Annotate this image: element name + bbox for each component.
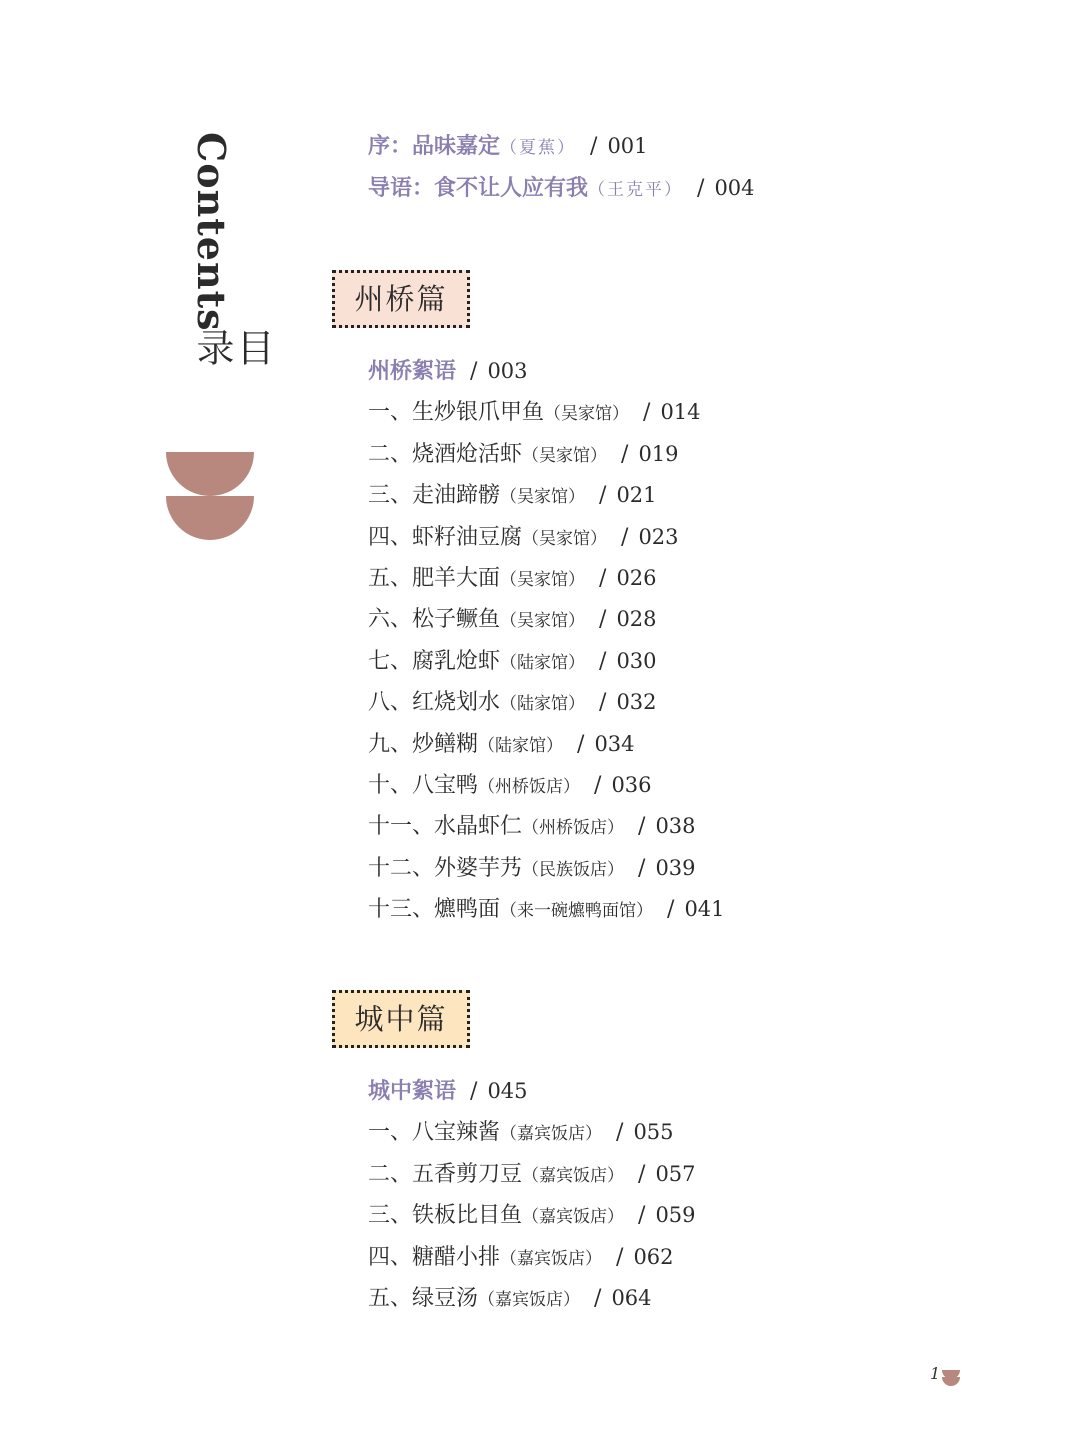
entry-separator: / [667, 897, 675, 922]
entry-separator: / [599, 649, 607, 674]
toc-entry[interactable] [368, 643, 657, 679]
entry-separator: / [590, 134, 598, 159]
entry-title: 城中絮语 [368, 1078, 457, 1104]
entry-page: 021 [616, 483, 657, 507]
contents-heading-zh: 目录 [190, 328, 274, 366]
entry-separator: / [638, 814, 646, 839]
entry-title: 十二、外婆芋艿 [368, 856, 523, 881]
entry-page: 032 [616, 690, 657, 714]
toc-entry[interactable] [368, 1239, 674, 1275]
entry-page: 062 [633, 1245, 674, 1269]
entry-separator: / [638, 1162, 646, 1187]
bowl-mini-icon [942, 1368, 960, 1386]
toc-entry[interactable] [368, 601, 657, 637]
entry-page: 004 [714, 176, 755, 200]
entry-title: 八、红烧划水 [368, 690, 501, 715]
entry-restaurant: （嘉宾饭店） [522, 1207, 625, 1227]
toc-entry[interactable] [368, 891, 725, 927]
toc-entry[interactable] [368, 684, 657, 720]
entry-page: 023 [638, 525, 679, 549]
entry-page: 034 [594, 732, 635, 756]
toc-entry[interactable] [368, 726, 635, 762]
entry-title: 州桥絮语 [368, 358, 457, 384]
entry-restaurant: （州桥饭店） [522, 818, 625, 838]
entry-title: 三、走油蹄髈 [368, 483, 501, 508]
entry-restaurant: （陆家馆） [500, 653, 586, 673]
intro-entry[interactable] [368, 170, 755, 206]
entry-page: 057 [655, 1162, 696, 1186]
entry-page: 064 [611, 1286, 652, 1310]
entry-title: 二、五香剪刀豆 [368, 1162, 523, 1187]
page-number: 1 [930, 1364, 941, 1383]
entry-page: 036 [611, 773, 652, 797]
entry-page: 001 [607, 134, 648, 158]
entry-title: 一、生炒银爪甲鱼 [368, 400, 545, 425]
toc-entry[interactable] [368, 519, 679, 555]
entry-page: 038 [655, 814, 696, 838]
entry-separator: / [638, 856, 646, 881]
entry-page: 030 [616, 649, 657, 673]
entry-title: 十三、爊鸭面 [368, 897, 501, 922]
entry-title: 七、腐乳炝虾 [368, 649, 501, 674]
entry-page: 026 [616, 566, 657, 590]
entry-title: 二、烧酒炝活虾 [368, 442, 523, 467]
entry-title: 四、虾籽油豆腐 [368, 525, 523, 550]
intro-entry[interactable] [368, 128, 648, 164]
entry-separator: / [697, 176, 705, 201]
entry-separator: / [621, 442, 629, 467]
entry-title: 六、松子鳜鱼 [368, 607, 501, 632]
toc-entry[interactable] [368, 1197, 696, 1233]
toc-entry[interactable] [368, 808, 696, 844]
entry-restaurant: （陆家馆） [500, 694, 586, 714]
toc-entry[interactable] [368, 767, 652, 803]
entry-title: 一、八宝辣酱 [368, 1120, 501, 1145]
entry-page: 014 [660, 400, 701, 424]
entry-restaurant: （吴家馆） [522, 446, 608, 466]
entry-separator: / [599, 690, 607, 715]
entry-separator: / [470, 359, 478, 384]
entry-separator: / [599, 607, 607, 632]
entry-author: （王克平） [588, 180, 684, 200]
entry-restaurant: （吴家馆） [544, 404, 630, 424]
entry-restaurant: （吴家馆） [500, 611, 586, 631]
section-label-zhouqiao: 州桥篇 [332, 270, 470, 328]
entry-title: 五、绿豆汤 [368, 1286, 479, 1311]
entry-restaurant: （陆家馆） [478, 736, 564, 756]
section-label-chengzhong: 城中篇 [332, 990, 470, 1048]
entry-page: 055 [633, 1120, 674, 1144]
entry-separator: / [621, 525, 629, 550]
entry-separator: / [638, 1203, 646, 1228]
toc-entry[interactable] [368, 1156, 696, 1192]
toc-entry[interactable] [368, 1114, 674, 1150]
entry-separator: / [616, 1120, 624, 1145]
entry-restaurant: （吴家馆） [500, 487, 586, 507]
entry-separator: / [594, 1286, 602, 1311]
entry-separator: / [616, 1245, 624, 1270]
entry-title: 三、铁板比目鱼 [368, 1203, 523, 1228]
entry-title: 十、八宝鸭 [368, 773, 479, 798]
entry-title: 序：品味嘉定 [368, 133, 501, 159]
entry-separator: / [599, 566, 607, 591]
entry-restaurant: （来一碗爊鸭面馆） [500, 901, 654, 921]
entry-separator: / [594, 773, 602, 798]
entry-restaurant: （吴家馆） [500, 570, 586, 590]
entry-separator: / [643, 400, 651, 425]
entry-restaurant: （嘉宾饭店） [478, 1290, 581, 1310]
contents-heading-en: Contents [189, 132, 234, 332]
entry-page: 019 [638, 442, 679, 466]
entry-page: 028 [616, 607, 657, 631]
entry-restaurant: （州桥饭店） [478, 777, 581, 797]
entry-restaurant: （嘉宾饭店） [500, 1249, 603, 1269]
toc-entry[interactable] [368, 560, 657, 596]
entry-page: 041 [684, 897, 725, 921]
toc-entry[interactable] [368, 436, 679, 472]
entry-title: 导语：食不让人应有我 [368, 175, 589, 201]
entry-title: 十一、水晶虾仁 [368, 814, 523, 839]
entry-page: 039 [655, 856, 696, 880]
entry-separator: / [470, 1079, 478, 1104]
entry-page: 059 [655, 1203, 696, 1227]
entry-separator: / [599, 483, 607, 508]
entry-title: 四、糖醋小排 [368, 1245, 501, 1270]
toc-entry[interactable] [368, 850, 696, 886]
toc-entry[interactable] [368, 477, 657, 513]
entry-page: 045 [487, 1079, 528, 1103]
entry-restaurant: （嘉宾饭店） [522, 1166, 625, 1186]
entry-author: （夏蕉） [500, 138, 577, 158]
entry-title: 九、炒鳝糊 [368, 732, 479, 757]
toc-entry[interactable] [368, 394, 701, 430]
entry-title: 五、肥羊大面 [368, 566, 501, 591]
entry-separator: / [577, 732, 585, 757]
section-intro-entry[interactable] [368, 353, 528, 389]
entry-restaurant: （嘉宾饭店） [500, 1124, 603, 1144]
entry-restaurant: （吴家馆） [522, 529, 608, 549]
entry-restaurant: （民族饭店） [522, 860, 625, 880]
section-intro-entry[interactable] [368, 1073, 528, 1109]
entry-page: 003 [487, 359, 528, 383]
toc-entry[interactable] [368, 1280, 652, 1316]
